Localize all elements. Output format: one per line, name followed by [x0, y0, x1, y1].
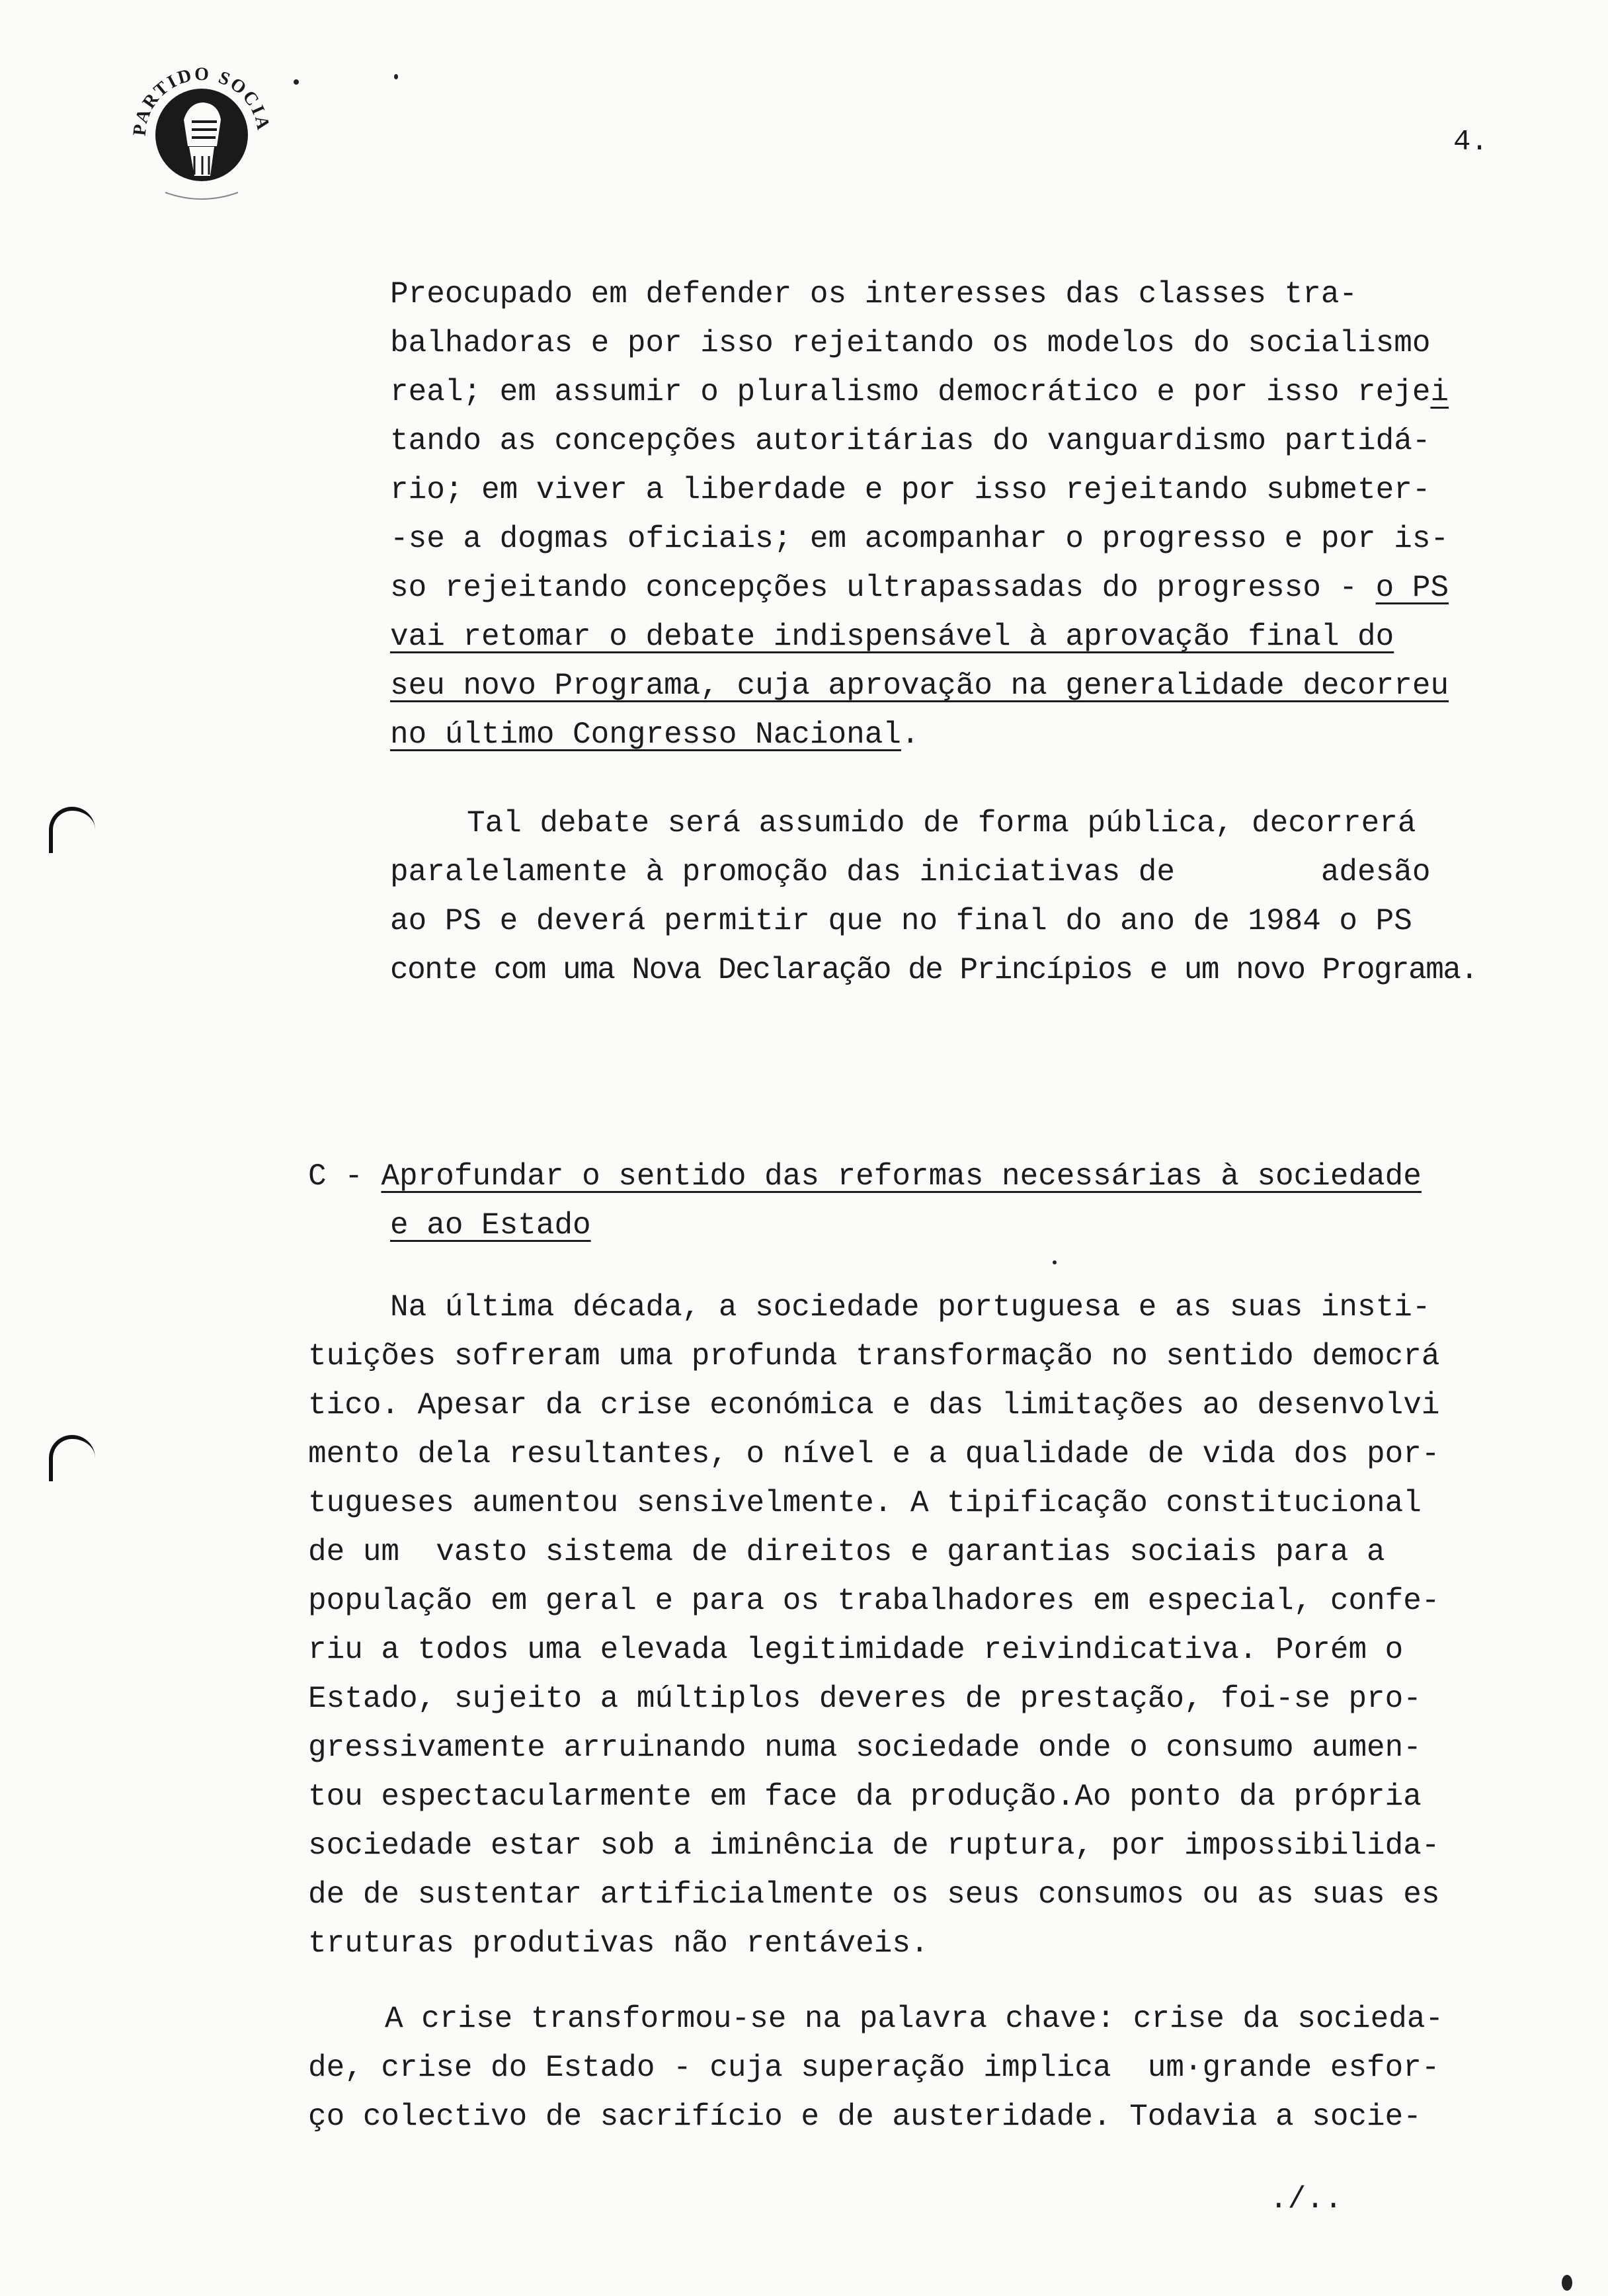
continuation-mark: ./..	[1269, 2182, 1343, 2217]
text-line: tou espectacularmente em face da produção.Ao ponto da própria	[308, 1780, 1422, 1814]
text-line: Tal debate será assumido de forma pública, decorrerá	[467, 806, 1416, 840]
text-line: de, crise do Estado - cuja superação implica um·grande esfor-	[308, 2051, 1440, 2085]
text-line: conte com uma Nova Declaração de Princípios e um novo Programa.	[390, 953, 1478, 987]
binder-hole-icon	[49, 1435, 95, 1481]
scan-speck	[1562, 2275, 1572, 2291]
paragraph-1	[390, 270, 1449, 759]
underlined-letter: i	[1430, 375, 1449, 409]
text-line: de um vasto sistema de direitos e garantias sociais para a	[308, 1535, 1385, 1569]
text-line	[390, 368, 1449, 417]
paragraph-2	[390, 799, 1478, 995]
text-line: gressivamente arruinando numa sociedade onde o consumo aumen-	[308, 1731, 1422, 1765]
text-line: Na última década, a sociedade portuguesa e as suas insti-	[390, 1290, 1431, 1325]
text-line-part: real; em assumir o pluralismo democrático e por isso reje	[390, 375, 1431, 409]
scan-speck	[294, 79, 299, 85]
text-line-part: so rejeitando concepções ultrapassadas do progresso -	[390, 571, 1376, 605]
text-line	[390, 563, 1449, 612]
text-line: -se a dogmas oficiais; em acompanhar o progresso e por is-	[390, 522, 1449, 556]
section-c-heading	[308, 1152, 1422, 1250]
text-line: tico. Apesar da crise económica e das limitações ao desenvolvi	[308, 1388, 1440, 1422]
paragraph-c2	[308, 1994, 1443, 2141]
underlined-line: vai retomar o debate indispensável à aprovação final do	[390, 620, 1394, 654]
text-line: ço colectivo de sacrifício e de austeridade. Todavia a socie-	[308, 2100, 1422, 2134]
text-line: tando as concepções autoritárias do vanguardismo partidá-	[390, 424, 1431, 458]
punctuation: .	[901, 718, 920, 752]
fist-rose-emblem-icon	[126, 57, 278, 209]
heading-line	[308, 1152, 1422, 1201]
text-line: sociedade estar sob a iminência de ruptura, por impossibilida-	[308, 1828, 1440, 1863]
text-line: balhadoras e por isso rejeitando os modelos do socialismo	[390, 326, 1431, 360]
paragraph-c1	[308, 1283, 1439, 1968]
text-line: Estado, sujeito a múltiplos deveres de prestação, foi-se pro-	[308, 1682, 1422, 1716]
heading-line	[308, 1201, 1422, 1250]
text-line: tugueses aumentou sensivelmente. A tipificação constitucional	[308, 1486, 1422, 1520]
underlined-text: o PS	[1375, 571, 1449, 605]
section-title: Aprofundar o sentido das reformas necessárias à sociedade	[381, 1159, 1422, 1194]
scan-speck	[1053, 1260, 1057, 1264]
text-line: A crise transformou-se na palavra chave: crise da socieda-	[385, 2002, 1444, 2036]
text-line: de de sustentar artificialmente os seus consumos ou as suas es	[308, 1877, 1440, 1912]
logo-text: PARTIDO SOCIA	[129, 63, 274, 137]
underlined-line: seu novo Programa, cuja aprovação na generalidade decorreu	[390, 669, 1449, 703]
section-title: e ao Estado	[390, 1208, 591, 1243]
party-logo	[126, 57, 278, 209]
text-line: rio; em viver a liberdade e por isso rejeitando submeter-	[390, 473, 1431, 507]
text-line: mento dela resultantes, o nível e a qualidade de vida dos por-	[308, 1437, 1440, 1471]
text-line: truturas produtivas não rentáveis.	[308, 1926, 929, 1961]
page-number: 4.	[1453, 126, 1488, 159]
text-line: Preocupado em defender os interesses das classes tra-	[390, 277, 1358, 311]
text-line: ao PS e deverá permitir que no final do ano de 1984 o PS	[390, 904, 1412, 938]
text-line: tuições sofreram uma profunda transformação no sentido democrá	[308, 1339, 1440, 1374]
text-line	[390, 710, 1449, 759]
scan-speck	[394, 74, 398, 79]
text-line: riu a todos uma elevada legitimidade reivindicativa. Porém o	[308, 1633, 1404, 1667]
text-line: paralelamente à promoção das iniciativas de adesão	[390, 855, 1431, 889]
text-line: população em geral e para os trabalhadores em especial, confe-	[308, 1584, 1440, 1618]
binder-hole-icon	[49, 807, 95, 853]
section-label: C -	[308, 1159, 363, 1194]
underlined-text: no último Congresso Nacional	[390, 718, 901, 752]
